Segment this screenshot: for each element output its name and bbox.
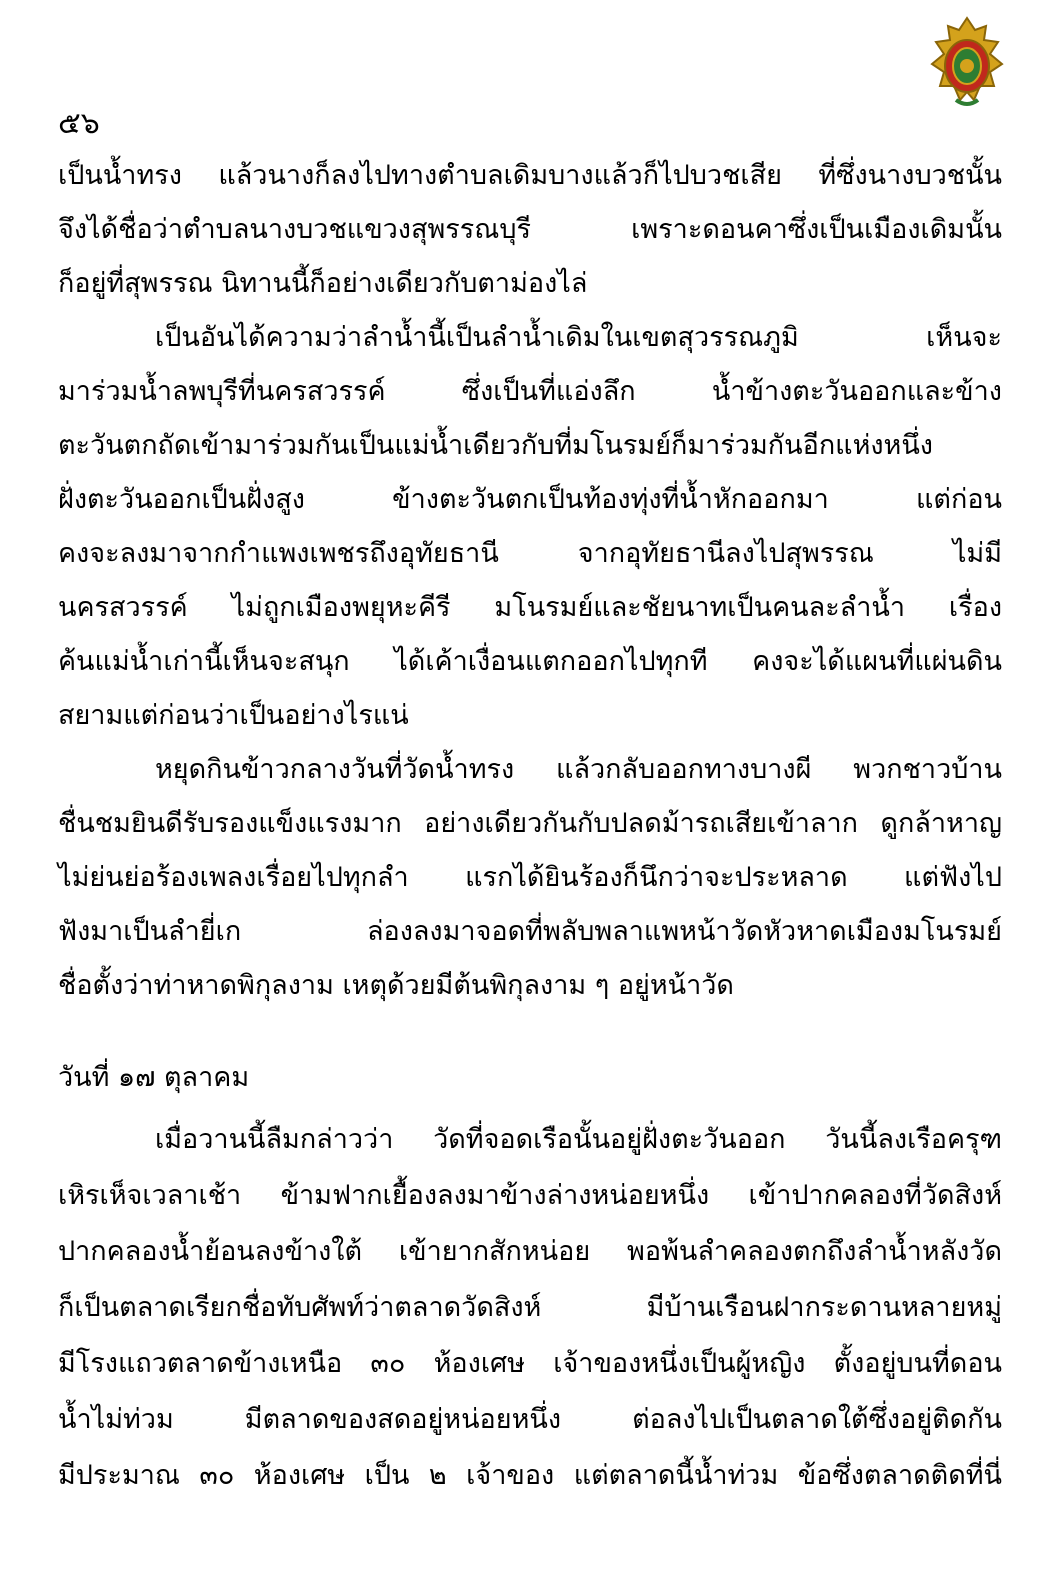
- body-line: ตะวันตกถัดเข้ามาร่วมกันเป็นแม่น้ำเดียวกับที่มโนรมย์ก็มาร่วมกันอีกแห่งหนึ่ง: [58, 430, 933, 461]
- body-line: ชื่นชมยินดีรับรองแข็งแรงมาก อย่างเดียวกันกับปลดม้ารถเสียเข้าลาก ดูกล้าหาญ: [58, 808, 1002, 839]
- body-line: มาร่วมน้ำลพบุรีที่นครสวรรค์ ซึ่งเป็นที่แอ่งลึก น้ำข้างตะวันออกและข้าง: [58, 376, 1002, 407]
- body-line: ฟังมาเป็นลำยี่เก ล่องลงมาจอดที่พลับพลาแพหน้าวัดหัวหาดเมืองมโนรมย์: [58, 916, 1002, 947]
- body-line: เป็นน้ำทรง แล้วนางก็ลงไปทางตำบลเดิมบางแล้วก็ไปบวชเสีย ที่ซึ่งนางบวชนั้น: [58, 160, 1002, 191]
- body-line: เป็นอันได้ความว่าลำน้ำนี้เป็นลำน้ำเดิมในเขตสุวรรณภูมิ เห็นจะ: [155, 322, 1002, 353]
- body-line: ปากคลองน้ำย้อนลงข้างใต้ เข้ายากสักหน่อย พอพ้นลำคลองตกถึงลำน้ำหลังวัด: [58, 1236, 1002, 1267]
- body-line: คงจะลงมาจากกำแพงเพชรถึงอุทัยธานี จากอุทัยธานีลงไปสุพรรณ ไม่มี: [58, 538, 1002, 569]
- body-line: ชื่อตั้งว่าท่าหาดพิกุลงาม เหตุด้วยมีต้นพิกุลงาม ๆ อยู่หน้าวัด: [58, 970, 734, 1001]
- body-line: เมื่อวานนี้ลืมกล่าวว่า วัดที่จอดเรือนั้นอยู่ฝั่งตะวันออก วันนี้ลงเรือครุฑ: [155, 1124, 1002, 1155]
- body-line: ก็อยู่ที่สุพรรณ นิทานนี้ก็อย่างเดียวกับตาม่องไล่: [58, 268, 588, 299]
- date-heading: วันที่ ๑๗ ตุลาคม: [58, 1062, 250, 1093]
- body-line: น้ำไม่ท่วม มีตลาดของสดอยู่หน่อยหนึ่ง ต่อลงไปเป็นตลาดใต้ซึ่งอยู่ติดกัน: [58, 1404, 1002, 1435]
- body-line: ก็เป็นตลาดเรียกชื่อทับศัพท์ว่าตลาดวัดสิงห์ มีบ้านเรือนฝากระดานหลายหมู่: [58, 1292, 1002, 1323]
- body-line: จึงได้ชื่อว่าตำบลนางบวชแขวงสุพรรณบุรี เพราะดอนคาซึ่งเป็นเมืองเดิมนั้น: [58, 214, 1002, 245]
- emblem-icon: [928, 16, 1006, 108]
- body-line: มีประมาณ ๓๐ ห้องเศษ เป็น ๒ เจ้าของ แต่ตลาดนี้น้ำท่วม ข้อซึ่งตลาดติดที่นี่: [58, 1460, 1002, 1491]
- body-line: สยามแต่ก่อนว่าเป็นอย่างไรแน่: [58, 700, 409, 731]
- body-line: หยุดกินข้าวกลางวันที่วัดน้ำทรง แล้วกลับออกทางบางผี พวกชาวบ้าน: [155, 754, 1002, 785]
- body-line: ฝั่งตะวันออกเป็นฝั่งสูง ข้างตะวันตกเป็นท้องทุ่งที่น้ำหักออกมา แต่ก่อน: [58, 484, 1002, 515]
- body-line: เหิรเห็จเวลาเช้า ข้ามฟากเยื้องลงมาข้างล่างหน่อยหนึ่ง เข้าปากคลองที่วัดสิงห์: [58, 1180, 1002, 1211]
- body-line: มีโรงแถวตลาดข้างเหนือ ๓๐ ห้องเศษ เจ้าของหนึ่งเป็นผู้หญิง ตั้งอยู่บนที่ดอน: [58, 1348, 1002, 1379]
- body-line: ไม่ย่นย่อร้องเพลงเรื่อยไปทุกลำ แรกได้ยินร้องก็นึกว่าจะประหลาด แต่ฟังไป: [58, 862, 1002, 893]
- page-number: ๕๖: [58, 106, 100, 141]
- body-line: นครสวรรค์ ไม่ถูกเมืองพยุหะคีรี มโนรมย์และชัยนาทเป็นคนละลำน้ำ เรื่อง: [58, 592, 1002, 623]
- body-line: ค้นแม่น้ำเก่านี้เห็นจะสนุก ได้เค้าเงื่อนแตกออกไปทุกที คงจะได้แผนที่แผ่นดิน: [58, 646, 1002, 677]
